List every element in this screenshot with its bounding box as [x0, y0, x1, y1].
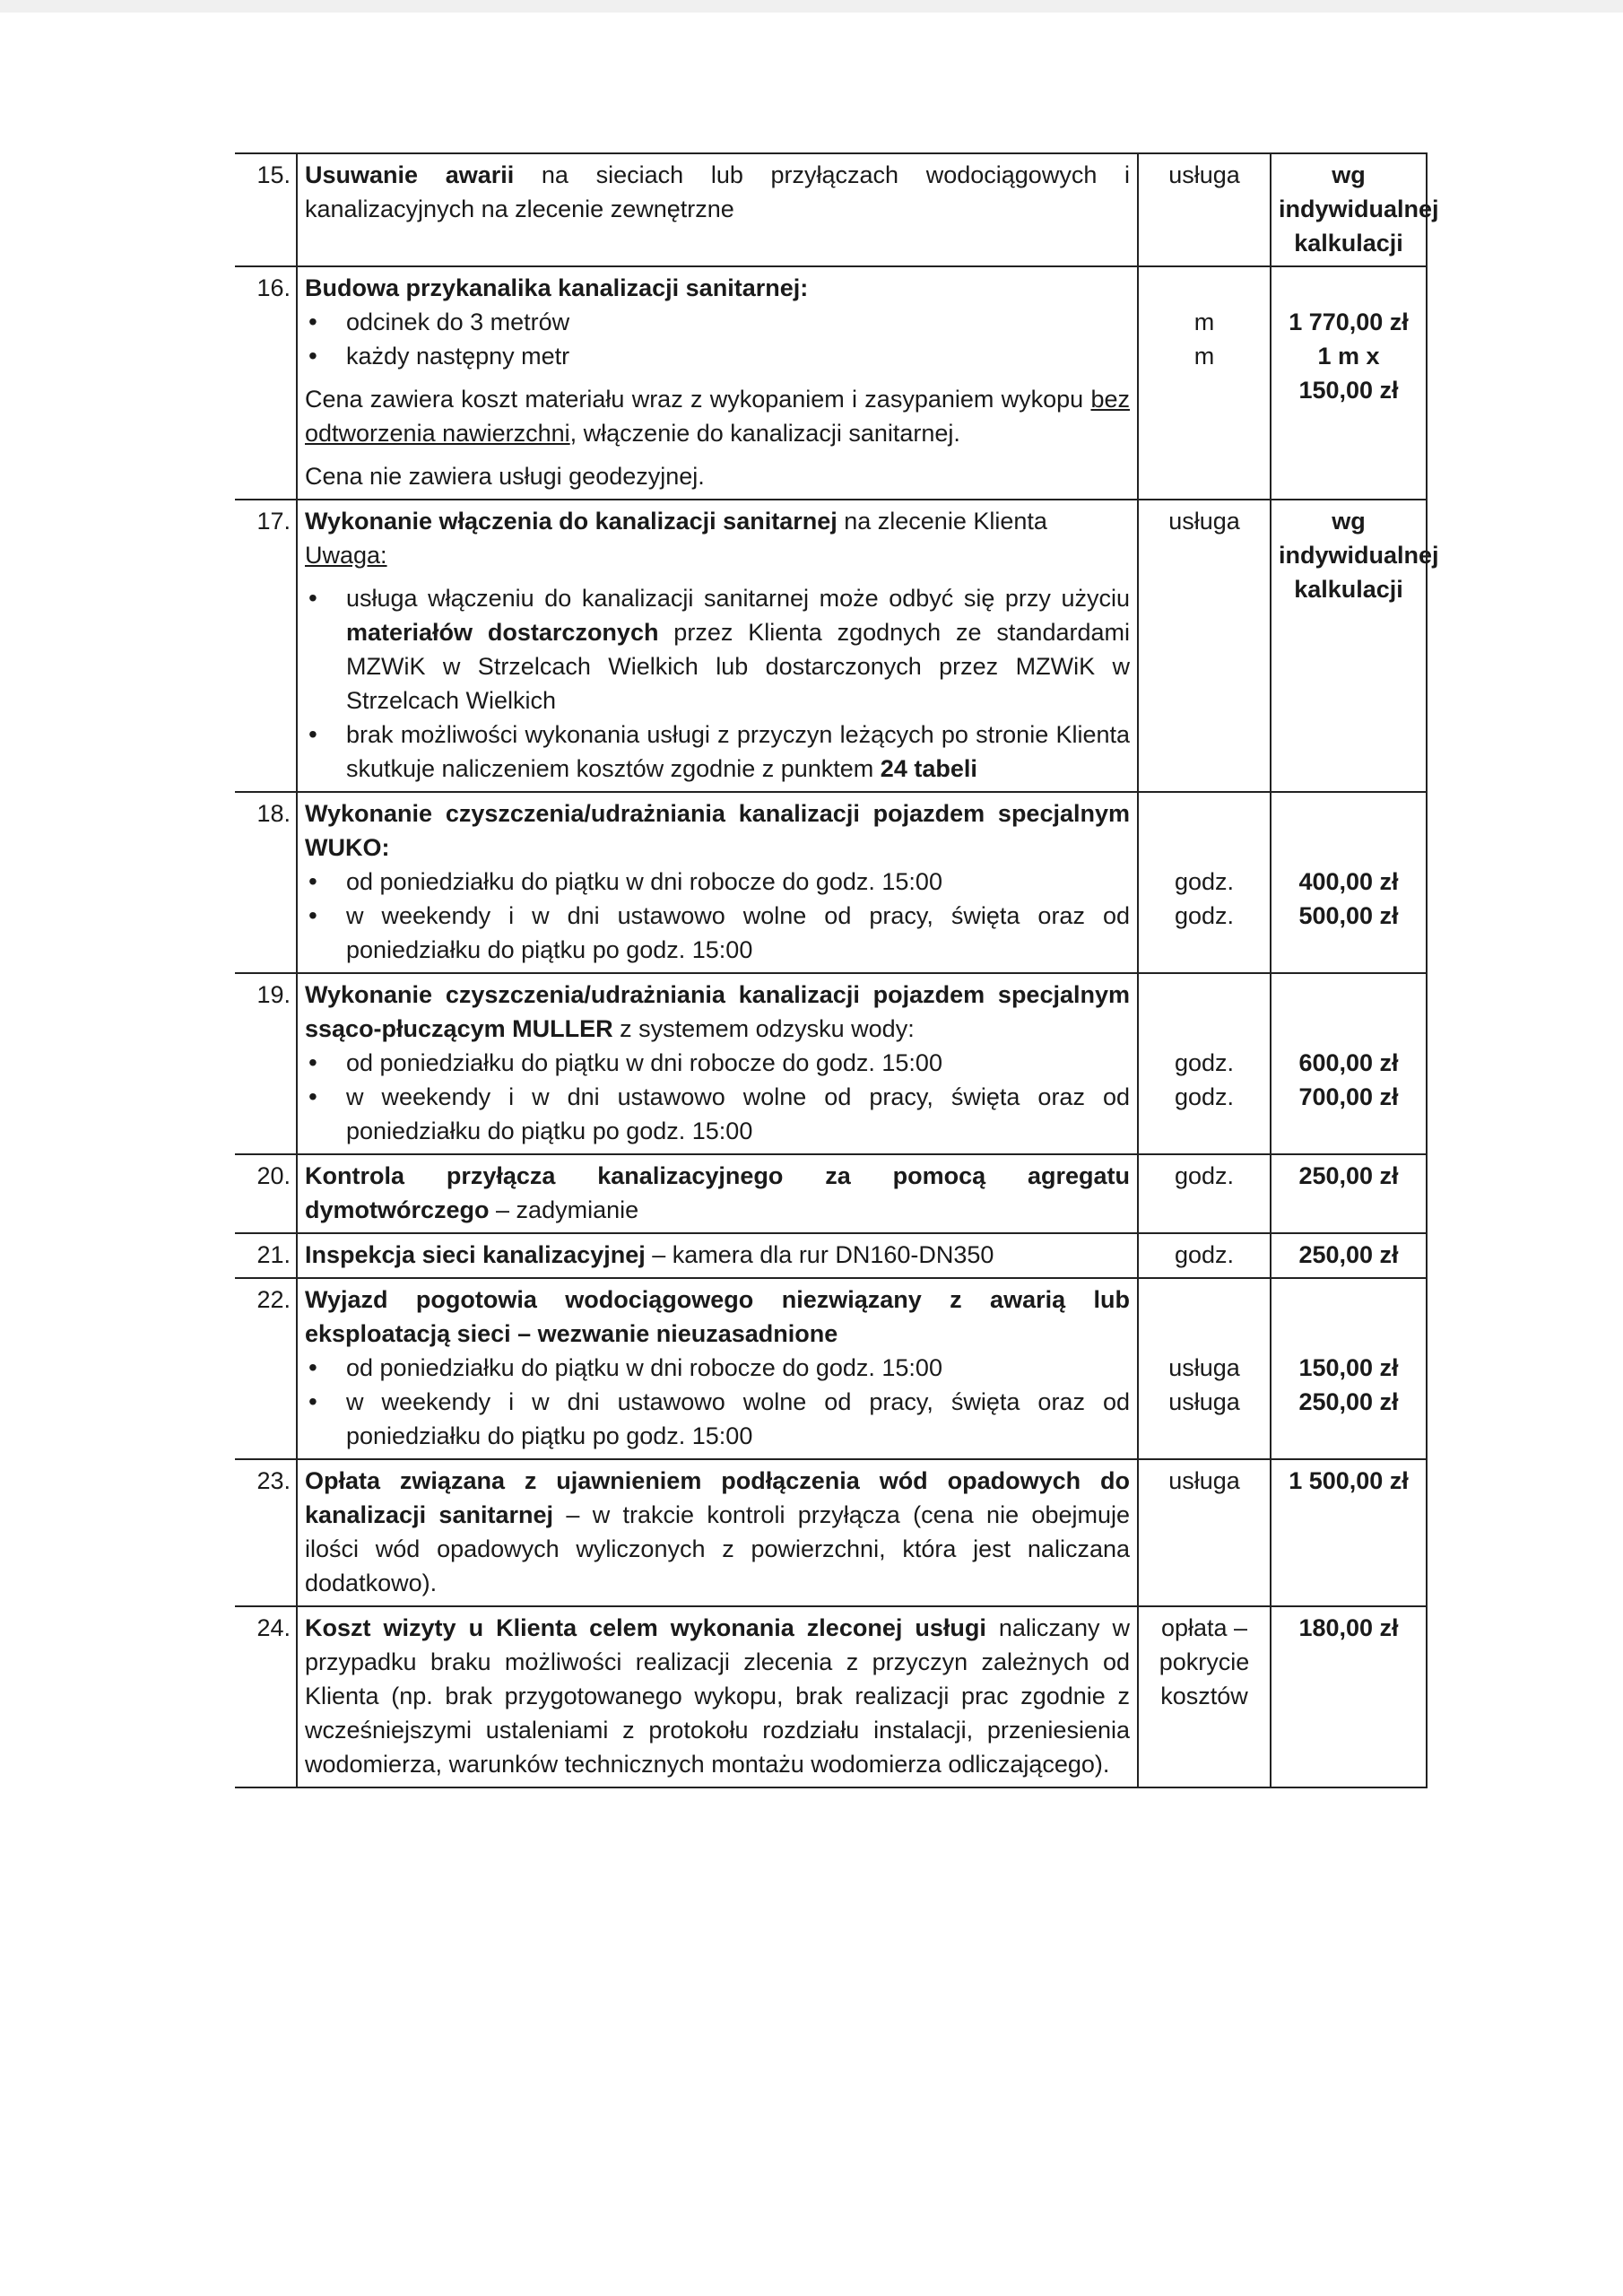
row-number: 23. — [235, 1459, 297, 1606]
price-note — [305, 382, 1130, 450]
price-value: 500,00 zł — [1298, 902, 1399, 929]
row-number: 18. — [235, 792, 297, 973]
row-number: 15. — [235, 153, 297, 266]
list-item — [305, 581, 1130, 718]
table-row-24 — [235, 1606, 1427, 1787]
price-table — [235, 152, 1439, 1788]
row-price: wg indywidualnej kalkulacji — [1271, 500, 1427, 792]
unit-value: m — [1193, 309, 1215, 335]
table-row-17 — [235, 500, 1427, 792]
row-title-bold: Opłata związana z ujawnieniem podłączenia wód opadowych do kanalizacji sanitarnej — [305, 1467, 1130, 1528]
row-description — [297, 1459, 1138, 1606]
unit-value: godz. — [1174, 902, 1235, 929]
row-unit: godz. — [1138, 1154, 1271, 1233]
item-text: usługa włączeniu do kanalizacji sanitarnej może odbyć się przy użyciu — [346, 585, 1130, 612]
item-text-bold: materiałów dostarczonych — [346, 619, 659, 646]
row-price: 250,00 zł — [1271, 1233, 1427, 1278]
table-row-20 — [235, 1154, 1427, 1233]
row-title-bold: Wykonanie włączenia do kanalizacji sanitarnej — [305, 508, 838, 535]
row-number: 16. — [235, 266, 297, 500]
unit-value: usługa — [1168, 1388, 1240, 1415]
table-row-23 — [235, 1459, 1427, 1606]
row-description — [297, 1233, 1138, 1278]
list-item: • w weekendy i w dni ustawowo wolne od pracy, święta oraz od poniedziałku do piątku po godz. 15:00 — [305, 1385, 1130, 1453]
row-title-rest: – kamera dla rur DN160-DN350 — [645, 1241, 994, 1268]
table-row-16 — [235, 266, 1427, 500]
row-title-bold: Usuwanie awarii — [305, 161, 515, 188]
note-underlined: bez odtworzenia nawierzchni — [305, 386, 1130, 447]
row-title-bold: Inspekcja sieci kanalizacyjnej — [305, 1241, 646, 1268]
row-description — [297, 792, 1138, 973]
unit-value: godz. — [1174, 1049, 1235, 1076]
row-unit: usługa — [1138, 500, 1271, 792]
row-title-bold: Koszt wizyty u Klienta celem wykonania zleconej usługi — [305, 1614, 986, 1641]
row-description — [297, 1154, 1138, 1233]
bullet-list — [305, 1351, 1130, 1453]
row-title: Wyjazd pogotowia wodociągowego niezwiązany z awarią lub eksploatacją sieci – wezwanie nieuzasadnione — [305, 1286, 1130, 1347]
price-value: 250,00 zł — [1298, 1388, 1399, 1415]
row-title: Wykonanie czyszczenia/udrażniania kanalizacji pojazdem specjalnym WUKO: — [305, 800, 1130, 861]
row-number: 22. — [235, 1278, 297, 1459]
item-text-bold: 24 tabeli — [880, 755, 977, 782]
row-description — [297, 500, 1138, 792]
table-row-18 — [235, 792, 1427, 973]
list-item: • odcinek do 3 metrów — [305, 305, 1130, 339]
unit-value: usługa — [1168, 1354, 1240, 1381]
list-item: • w weekendy i w dni ustawowo wolne od pracy, święta oraz od poniedziałku do piątku po godz. 15:00 — [305, 899, 1130, 967]
row-description — [297, 1278, 1138, 1459]
list-item: • od poniedziałku do piątku w dni robocze do godz. 15:00 — [305, 1046, 1130, 1080]
list-item: • od poniedziałku do piątku w dni robocze do godz. 15:00 — [305, 1351, 1130, 1385]
unit-value: m — [1193, 343, 1215, 370]
row-number: 21. — [235, 1233, 297, 1278]
row-unit — [1138, 973, 1271, 1154]
row-title-rest: – zadymianie — [489, 1196, 639, 1223]
table-row-22 — [235, 1278, 1427, 1459]
row-number: 24. — [235, 1606, 297, 1787]
row-price: 250,00 zł — [1271, 1154, 1427, 1233]
price-value: 600,00 zł — [1298, 1049, 1399, 1076]
price-value: 700,00 zł — [1298, 1083, 1399, 1110]
list-item: • od poniedziałku do piątku w dni robocze do godz. 15:00 — [305, 865, 1130, 899]
row-title-bold: Kontrola przyłącza kanalizacyjnego za pomocą agregatu dymotwórczego — [305, 1162, 1130, 1223]
row-title-rest: naliczany w przypadku braku możliwości realizacji zlecenia z przyczyn zależnych od Klienta (np. brak przygotowanego wykopu, brak realizacji prac zgodnie z wcześniejszymi ustaleniami z protokołu rozdziału instalacji, przeniesienia wodomierza, warunków technicznych montażu wodomierza odliczającego). — [305, 1614, 1130, 1778]
price-value: 150,00 zł — [1298, 1354, 1399, 1381]
row-number: 19. — [235, 973, 297, 1154]
row-description — [297, 1606, 1138, 1787]
uwaga-label: Uwaga: — [305, 542, 387, 569]
row-price: 180,00 zł — [1271, 1606, 1427, 1787]
note-text: Cena zawiera koszt materiału wraz z wykopaniem i zasypaniem wykopu — [305, 386, 1091, 413]
row-price: 1 500,00 zł — [1271, 1459, 1427, 1606]
unit-value: godz. — [1174, 868, 1235, 895]
row-unit — [1138, 1278, 1271, 1459]
item-text: brak możliwości wykonania usługi z przyczyn leżących po stronie Klienta skutkuje naliczeniem kosztów zgodnie z punktem — [346, 721, 1130, 782]
row-title-rest: z systemem odzysku wody: — [612, 1015, 915, 1042]
price-note-2: Cena nie zawiera usługi geodezyjnej. — [305, 463, 705, 490]
row-price — [1271, 973, 1427, 1154]
price-value: 400,00 zł — [1298, 868, 1399, 895]
row-unit — [1138, 266, 1271, 500]
row-unit: usługa — [1138, 153, 1271, 266]
row-price: wg indywidualnej kalkulacji — [1271, 153, 1427, 266]
bullet-list — [305, 581, 1130, 786]
table-row-15 — [235, 153, 1427, 266]
row-title: Budowa przykanalika kanalizacji sanitarnej: — [305, 274, 809, 301]
row-price — [1271, 1278, 1427, 1459]
row-description — [297, 973, 1138, 1154]
unit-value: godz. — [1174, 1083, 1235, 1110]
item-text: przez Klienta zgodnych ze standardami MZWiK w Strzelcach Wielkich lub dostarczonych przez MZWiK w Strzelcach Wielkich — [346, 619, 1130, 714]
scan-edge — [0, 0, 1623, 13]
row-price — [1271, 266, 1427, 500]
row-unit — [1138, 792, 1271, 973]
note-text: , włączenie do kanalizacji sanitarnej. — [569, 420, 960, 447]
row-price — [1271, 792, 1427, 973]
row-title-rest: na sieciach lub przyłączach wodociągowych i kanalizacyjnych na zlecenie zewnętrzne — [305, 161, 1130, 222]
bullet-list — [305, 865, 1130, 967]
row-description — [297, 266, 1138, 500]
table-row-19 — [235, 973, 1427, 1154]
list-item: • każdy następny metr — [305, 339, 1130, 373]
row-title-rest: na zlecenie Klienta — [837, 508, 1047, 535]
list-item: • w weekendy i w dni ustawowo wolne od pracy, święta oraz od poniedziałku do piątku po godz. 15:00 — [305, 1080, 1130, 1148]
row-unit: godz. — [1138, 1233, 1271, 1278]
row-description — [297, 153, 1138, 266]
price-value: 1 m x 150,00 zł — [1298, 343, 1399, 404]
row-unit: usługa — [1138, 1459, 1271, 1606]
row-title-bold: Wykonanie czyszczenia/udrażniania kanalizacji pojazdem specjalnym ssąco-płuczącym MULLER — [305, 981, 1130, 1042]
row-number: 17. — [235, 500, 297, 792]
price-value: 1 770,00 zł — [1289, 309, 1409, 335]
list-item — [305, 718, 1130, 786]
row-unit: opłata – pokrycie kosztów — [1138, 1606, 1271, 1787]
bullet-list — [305, 305, 1130, 373]
bullet-list — [305, 1046, 1130, 1148]
row-number: 20. — [235, 1154, 297, 1233]
table-row-21 — [235, 1233, 1427, 1278]
row-title-rest: – w trakcie kontroli przyłącza (cena nie obejmuje ilości wód opadowych wyliczonych z powierzchni, która jest naliczana dodatkowo). — [305, 1501, 1130, 1596]
